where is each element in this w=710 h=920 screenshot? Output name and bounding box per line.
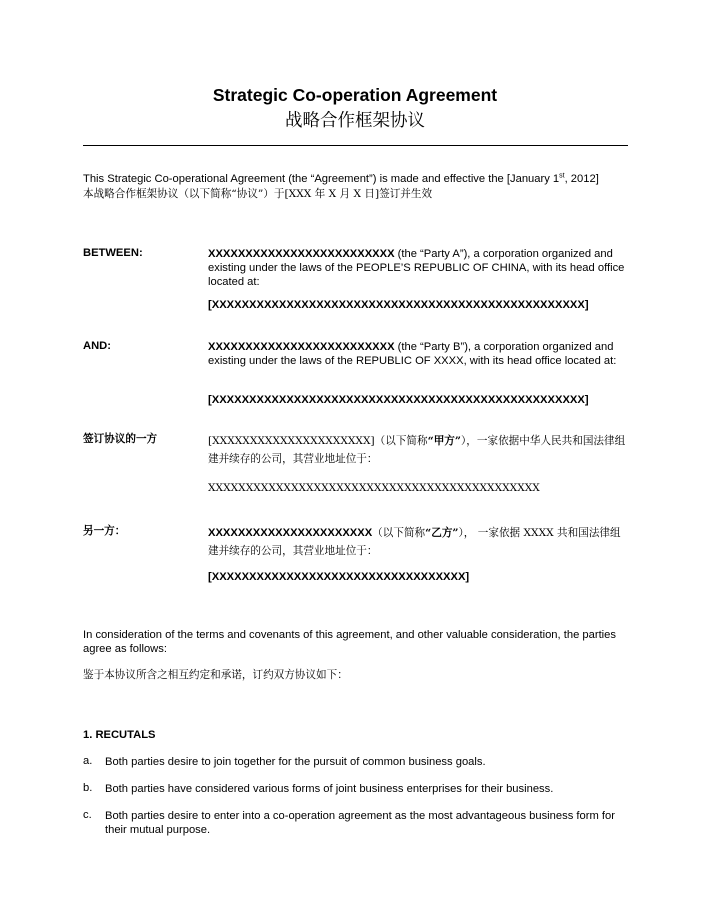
party-a-zh-desc-post: ），一家依据中华人民共和国法律组建并续存的公司，其营业地址位于：	[208, 435, 626, 465]
title-english: Strategic Co-operation Agreement	[212, 85, 498, 105]
recital-a-text: Both parties desire to join together for the pursuit of common business goals.	[105, 756, 486, 768]
party-b-zh-details	[208, 524, 626, 560]
recitals-heading: 1. RECUTALS	[83, 729, 156, 741]
recital-b-text: Both parties have considered various forms of joint business enterprises for their business.	[105, 783, 554, 795]
consideration-chinese: 鉴于本协议所含之相互约定和承诺，订约双方协议如下：	[83, 669, 348, 681]
recital-c-letter: c.	[83, 809, 92, 821]
party-a-zh-short-name: “甲方”	[427, 435, 461, 447]
party-b-details	[208, 340, 626, 368]
intro-english-suffix: , 2012]	[564, 173, 599, 185]
consideration-english: In consideration of the terms and covenants of this agreement, and other valuable consideration, the parties agree as follows:	[83, 629, 616, 655]
party-b-label: AND:	[83, 340, 111, 352]
intro-superscript: st	[559, 172, 565, 180]
party-a-zh-label: 签订协议的一方	[83, 433, 158, 445]
party-a-description: (the “Party A”), a corporation organized and existing under the laws of the PEOPLE’S REPUBLIC OF CHINA, with its head office located at:	[208, 248, 625, 288]
party-b-zh-short-name: “乙方”	[425, 527, 459, 539]
party-a-zh-desc-pre: （以下简称	[374, 435, 428, 447]
intro-english	[83, 172, 623, 186]
party-b-zh-desc-pre: （以下简称	[372, 527, 426, 539]
recital-a-letter: a.	[83, 755, 93, 767]
party-a-details	[208, 247, 626, 289]
party-b-zh-desc-post: ）， 一家依据 XXXX 共和国法律组建并续存的公司，其营业地址位于：	[208, 527, 621, 557]
recital-c-text: Both parties desire to enter into a co-operation agreement as the most advantageous business form for their mutual purpose.	[105, 810, 615, 836]
intro-english-text: This Strategic Co-operational Agreement (the “Agreement”) is made and effective the [January 1	[83, 173, 560, 185]
party-b-zh-label: 另一方：	[83, 525, 126, 537]
party-b-address: [XXXXXXXXXXXXXXXXXXXXXXXXXXXXXXXXXXXXXXXXXXXXXXXXXX]	[208, 394, 589, 406]
party-b-description: (the “Party B”), a corporation organized and existing under the laws of the REPUBLIC OF XXXX, with its head office located at:	[208, 341, 617, 367]
party-a-zh-address: XXXXXXXXXXXXXXXXXXXXXXXXXXXXXXXXXXXXXXXXXXXX	[208, 482, 540, 494]
party-a-label: BETWEEN:	[83, 247, 143, 259]
party-a-address: [XXXXXXXXXXXXXXXXXXXXXXXXXXXXXXXXXXXXXXXXXXXXXXXXXX]	[208, 299, 589, 311]
party-b-zh-address: [XXXXXXXXXXXXXXXXXXXXXXXXXXXXXXXXXX]	[208, 571, 470, 583]
title-divider	[83, 145, 628, 146]
title-chinese: 战略合作框架协议	[285, 111, 425, 131]
party-a-name: XXXXXXXXXXXXXXXXXXXXXXXXX	[208, 248, 395, 260]
party-a-zh-details	[208, 432, 626, 468]
party-a-zh-name: [XXXXXXXXXXXXXXXXXXXXX]	[208, 435, 375, 447]
intro-chinese: 本战略合作框架协议（以下简称“协议”）于[XXX 年 X 月 X 日]签订并生效	[83, 188, 433, 200]
party-b-name: XXXXXXXXXXXXXXXXXXXXXXXXX	[208, 341, 395, 353]
party-b-zh-name: XXXXXXXXXXXXXXXXXXXXXX	[208, 527, 373, 539]
recital-b-letter: b.	[83, 782, 93, 794]
